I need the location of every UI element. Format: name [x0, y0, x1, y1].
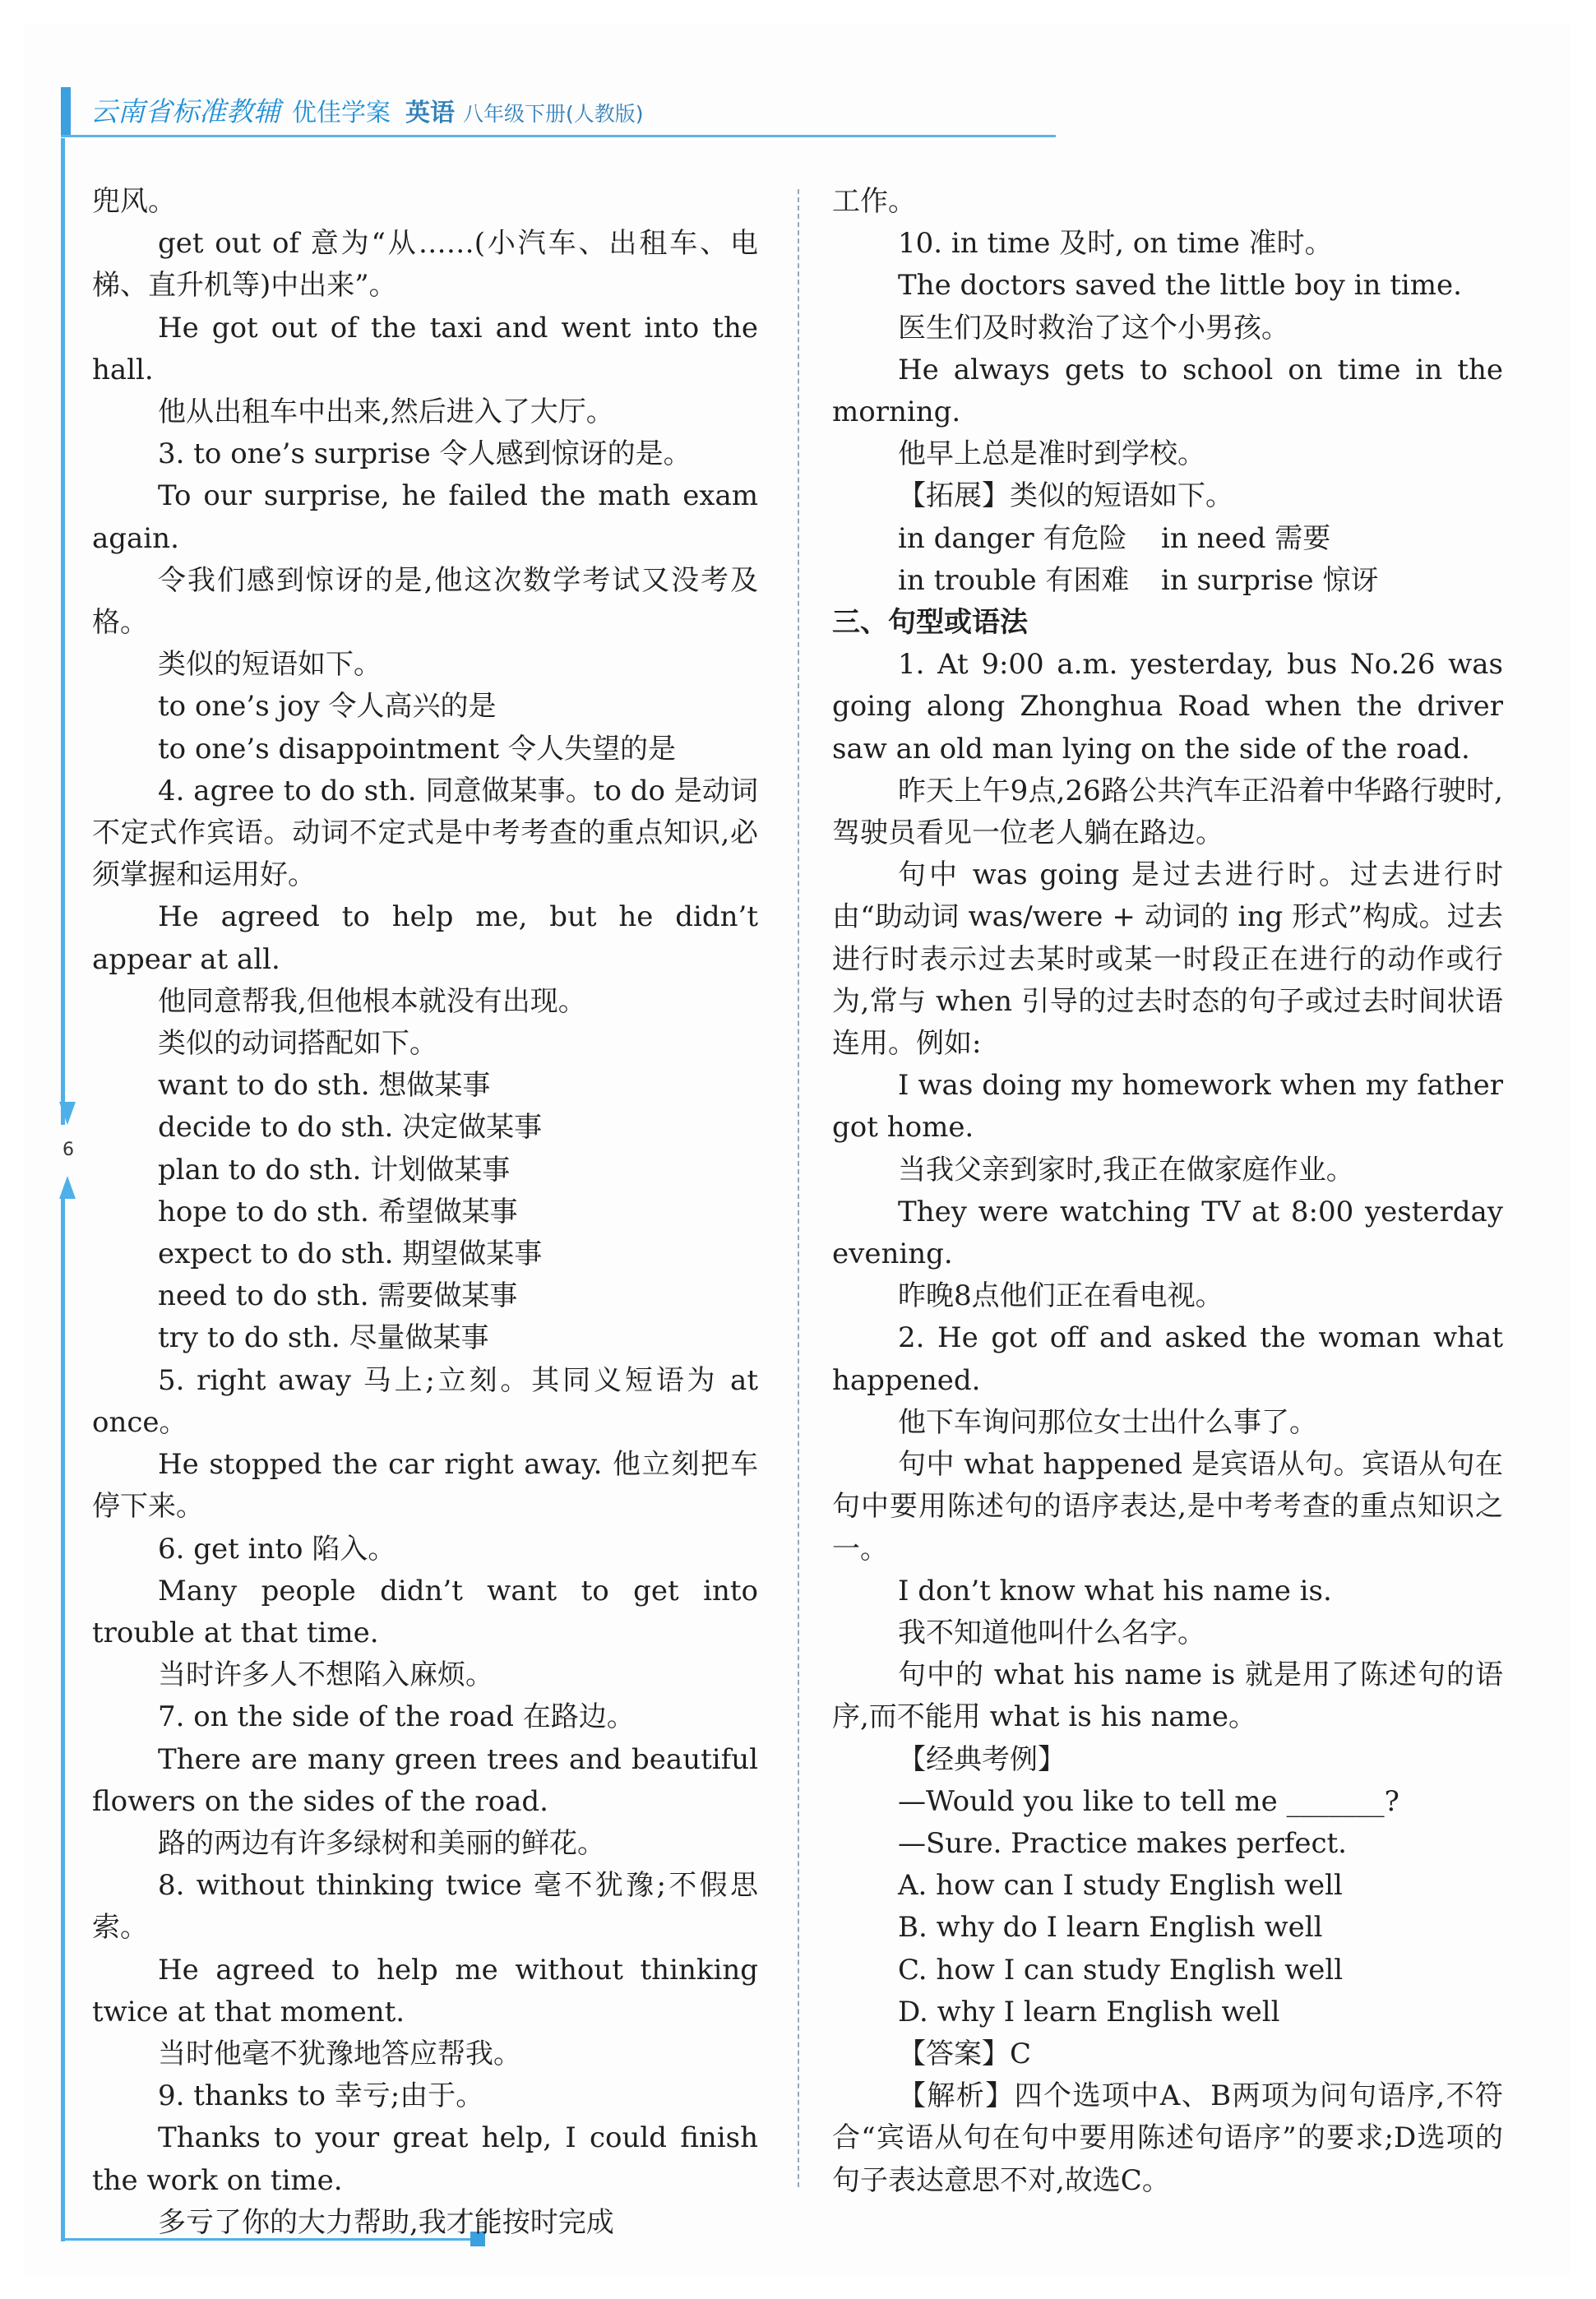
right-column-bottom	[832, 644, 1503, 2202]
phrase-left: in danger 有危险	[898, 521, 1127, 555]
paragraph: —Sure. Practice makes perfect.	[898, 1826, 1347, 1860]
paragraph: 4. agree to do sth. 同意做某事。to do 是动词不定式作宾语。动词不定式是中考考查的重点知识,必须掌握和运用好。	[92, 774, 758, 892]
paragraph: 工作。	[832, 185, 916, 218]
header-rule	[61, 135, 1056, 137]
paragraph: 5. right away 马上;立刻。其同义短语为 at once。	[92, 1363, 758, 1439]
paragraph: D. why I learn English well	[898, 1995, 1280, 2028]
left-column	[92, 181, 758, 2244]
paragraph: 路的两边有许多绿树和美丽的鲜花。	[158, 1826, 605, 1860]
paragraph: He got out of the taxi and went into the hall.	[92, 311, 758, 386]
header-accent-bar	[61, 87, 71, 136]
header-title	[90, 90, 644, 129]
paragraph: 7. on the side of the road 在路边。	[158, 1700, 635, 1734]
phrase-pair-row	[832, 518, 1503, 560]
phrase-pairs	[832, 518, 1503, 602]
paragraph: 多亏了你的大力帮助,我才能按时完成	[158, 2205, 614, 2239]
paragraph: plan to do sth. 计划做某事	[158, 1153, 511, 1187]
paragraph: 当时许多人不想陷入麻烦。	[158, 1658, 493, 1692]
paragraph: 类似的动词搭配如下。	[158, 1027, 437, 1061]
paragraph: get out of 意为“从……(小汽车、出租车、电梯、直升机等)中出来”。	[92, 227, 758, 303]
paragraph: decide to do sth. 决定做某事	[158, 1111, 543, 1145]
paragraph: 当我父亲到家时,我正在做家庭作业。	[898, 1153, 1354, 1187]
header-series: 云南省标准教辅	[90, 95, 280, 127]
paragraph: He always gets to school on time in the morning.	[832, 353, 1503, 429]
paragraph: 令我们感到惊讶的是,他这次数学考试又没考及格。	[92, 563, 758, 640]
page-number: 6	[62, 1140, 74, 1160]
paragraph: 句中 was going 是过去进行时。过去进行时由“助动词 was/were + 动词的 ing 形式”构成。过去进行时表示过去某时或某一时段正在进行的动作或行为,常与 when 引导的过去时态的句子或过去时间状语连用。例如:	[832, 858, 1503, 1061]
paragraph: 句中 what happened 是宾语从句。宾语从句在句中要用陈述句的语序表达,是中考考查的重点知识之一。	[832, 1448, 1503, 1566]
paragraph: hope to do sth. 希望做某事	[158, 1195, 518, 1228]
right-column-top	[832, 181, 1503, 518]
paragraph: He agreed to help me without thinking twice at that moment.	[92, 1953, 758, 2028]
paragraph: expect to do sth. 期望做某事	[158, 1237, 543, 1271]
side-decor-notch	[59, 1102, 76, 1125]
paragraph: C. how I can study English well	[898, 1953, 1344, 1987]
paragraph: They were watching TV at 8:00 yesterday evening.	[832, 1195, 1503, 1271]
paragraph: Many people didn’t want to get into trouble at that time.	[92, 1574, 758, 1649]
section-heading: 三、句型或语法	[832, 606, 1028, 640]
paragraph: 兜风。	[92, 185, 176, 218]
paragraph: Thanks to your great help, I could finish the work on time.	[92, 2121, 758, 2197]
paragraph: To our surprise, he failed the math exam again.	[92, 479, 758, 555]
paragraph: 【经典考例】	[898, 1742, 1066, 1776]
paragraph: 他下车询问那位女士出什么事了。	[898, 1405, 1317, 1439]
phrase-left: in trouble 有困难	[898, 563, 1130, 597]
paragraph: The doctors saved the little boy in time.	[898, 269, 1462, 303]
phrase-right: in surprise 惊讶	[1161, 563, 1379, 597]
paragraph: 他从出租车中出来,然后进入了大厅。	[158, 396, 614, 429]
paragraph: He stopped the car right away. 他立刻把车停下来。	[92, 1448, 758, 1524]
paragraph: 类似的短语如下。	[158, 648, 382, 682]
right-column	[832, 181, 1503, 2202]
paragraph: want to do sth. 想做某事	[158, 1069, 491, 1103]
paragraph: 我不知道他叫什么名字。	[898, 1616, 1205, 1649]
paragraph: 【解析】四个选项中A、B两项为问句语序,不符合“宾语从句在句中要用陈述句语序”的要求;D选项的句子表达意思不对,故选C。	[832, 2079, 1503, 2197]
paragraph: to one’s joy 令人高兴的是	[158, 690, 497, 724]
paragraph: 3. to one’s surprise 令人感到惊讶的是。	[158, 437, 692, 471]
paragraph: —Would you like to tell me _______?	[898, 1784, 1399, 1818]
paragraph: I was doing my homework when my father got home.	[832, 1069, 1503, 1145]
side-decor-line	[61, 1197, 65, 2241]
header-book: 优佳学案	[292, 99, 391, 127]
paragraph: try to do sth. 尽量做某事	[158, 1321, 489, 1355]
paragraph: 9. thanks to 幸亏;由于。	[158, 2079, 484, 2113]
paragraph: 他同意帮我,但他根本就没有出现。	[158, 984, 586, 1018]
side-decor-notch	[59, 1176, 76, 1199]
side-decor-line	[61, 138, 65, 1125]
paragraph: 6. get into 陷入。	[158, 1532, 396, 1566]
paragraph: A. how can I study English well	[898, 1869, 1343, 1903]
paragraph: 10. in time 及时, on time 准时。	[898, 227, 1333, 261]
header-grade: 八年级下册(人教版)	[463, 102, 644, 126]
paragraph: B. why do I learn English well	[898, 1911, 1323, 1945]
paragraph: 昨天上午9点,26路公共汽车正沿着中华路行驶时,驾驶员看见一位老人躺在路边。	[832, 774, 1503, 850]
paragraph: 句中的 what his name is 就是用了陈述句的语序,而不能用 what is his name。	[832, 1658, 1503, 1734]
paragraph: There are many green trees and beautiful flowers on the sides of the road.	[92, 1742, 758, 1818]
paragraph: 【答案】C	[898, 2037, 1032, 2070]
header-subject: 英语	[405, 99, 455, 127]
paragraph: I don’t know what his name is.	[898, 1574, 1332, 1607]
paragraph: 1. At 9:00 a.m. yesterday, bus No.26 was going along Zhonghua Road when the driver saw an old man lying on the side of the road.	[832, 648, 1503, 766]
phrase-right: in need 需要	[1161, 521, 1331, 555]
paragraph: 【拓展】类似的短语如下。	[898, 479, 1233, 513]
paragraph: 医生们及时救治了这个小男孩。	[898, 311, 1289, 345]
paragraph: need to do sth. 需要做某事	[158, 1279, 518, 1313]
page-header	[61, 87, 1048, 136]
paragraph: He agreed to help me, but he didn’t appear at all.	[92, 900, 758, 976]
paragraph: 昨晚8点他们正在看电视。	[898, 1279, 1224, 1313]
paragraph: 当时他毫不犹豫地答应帮我。	[158, 2037, 521, 2070]
paragraph: to one’s disappointment 令人失望的是	[158, 732, 677, 766]
paragraph: 8. without thinking twice 毫不犹豫;不假思索。	[92, 1869, 758, 1945]
column-divider	[798, 189, 799, 2187]
paragraph: 他早上总是准时到学校。	[898, 437, 1205, 471]
paragraph: 2. He got off and asked the woman what happened.	[832, 1321, 1503, 1397]
phrase-pair-row	[832, 560, 1503, 602]
